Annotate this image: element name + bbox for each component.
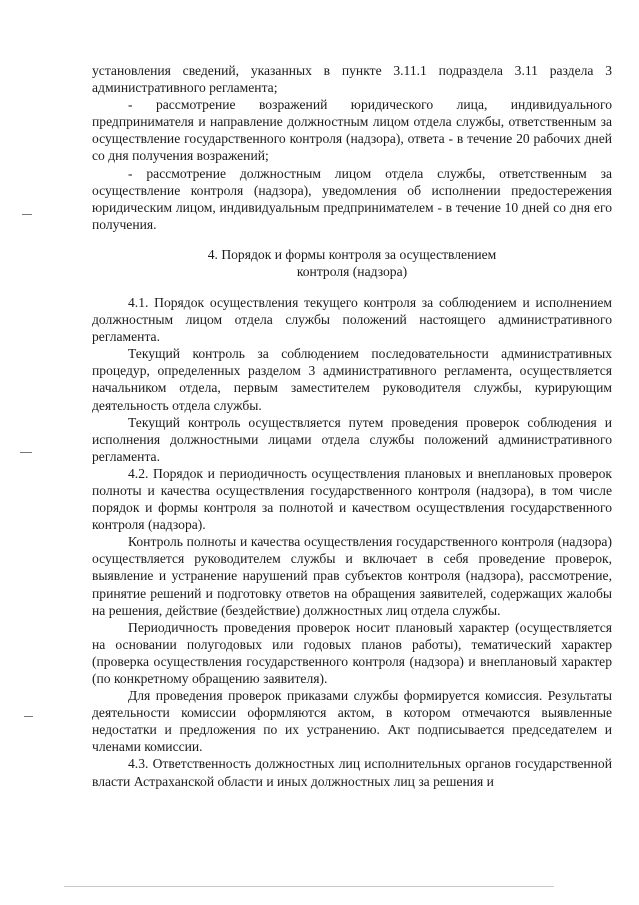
section-heading-line: контроля (надзора): [296, 264, 408, 280]
paragraph: Текущий контроль осуществляется путем проведения проверок соблюдения и исполнения должностными лицами отдела службы положений административного регламента.: [92, 414, 612, 464]
paragraph: 4.3. Ответственность должностных лиц исполнительных органов государственной власти Астраханской области и иных должностных лиц за решения и: [92, 756, 612, 789]
paragraph: Контроль полноты и качества осуществления государственного контроля (надзора) осуществляется руководителем службы и включает в себя проведение проверок, выявление и устранение нарушений прав субъектов контроля (надзора), рассмотрение, принятие решений и подготовку ответов на обращения заявителей, содержащих жалобы на решения, действие (бездействие) должностных лиц отдела службы.: [92, 534, 612, 618]
paragraph: 4.1. Порядок осуществления текущего контроля за соблюдением и исполнением должностным лицом отдела службы положений настоящего административного регламента.: [92, 294, 612, 345]
paragraph: Периодичность проведения проверок носит плановый характер (осуществляется на основании полугодовых или годовых планов работы), тематический характер (проверка осуществления государственного контроля (надзора) и внеплановый характер (по конкретному обращению заявителя).: [92, 619, 612, 686]
section-heading-line: 4. Порядок и формы контроля за осуществлением: [207, 246, 497, 262]
scan-mark: [22, 214, 32, 215]
document-body: [92, 62, 612, 790]
paragraph: Для проведения проверок приказами службы формируется комиссия. Результаты деятельности комиссии оформляются актом, в котором отмечаются выявленные недостатки и предложения по их устранению. Акт подписывается председателем и членами комиссии.: [92, 688, 612, 755]
section-heading: [92, 246, 612, 281]
paragraph: - рассмотрение возражений юридического лица, индивидуального предпринимателя и направление должностным лицом отдела службы, ответственным за осуществление государственного контроля (надзора), ответа - в течение 20 рабочих дней со дня получения возражений;: [92, 97, 612, 164]
scan-mark: [20, 452, 32, 453]
scan-mark: [24, 716, 33, 717]
paragraph: Текущий контроль за соблюдением последовательности административных процедур, определенных разделом 3 административного регламента, осуществляется начальником отдела, первым заместителем руководителя службы, курирующим деятельность отдела службы.: [92, 346, 612, 413]
paragraph: 4.2. Порядок и периодичность осуществления плановых и внеплановых проверок полноты и качества осуществления государственного контроля (надзора), в том числе порядок и формы контроля за полнотой и качеством осуществления государственного контроля (надзора).: [92, 465, 612, 533]
paragraph: установления сведений, указанных в пункте 3.11.1 подраздела 3.11 раздела 3 административного регламента;: [92, 63, 612, 96]
page-bottom-edge: [64, 886, 554, 887]
paragraph: - рассмотрение должностным лицом отдела службы, ответственным за осуществление контроля (надзора), уведомления об исполнении предостережения юридическим лицом, индивидуальным предпринимателем - в течение 10 дней со дня его получения.: [92, 165, 612, 232]
